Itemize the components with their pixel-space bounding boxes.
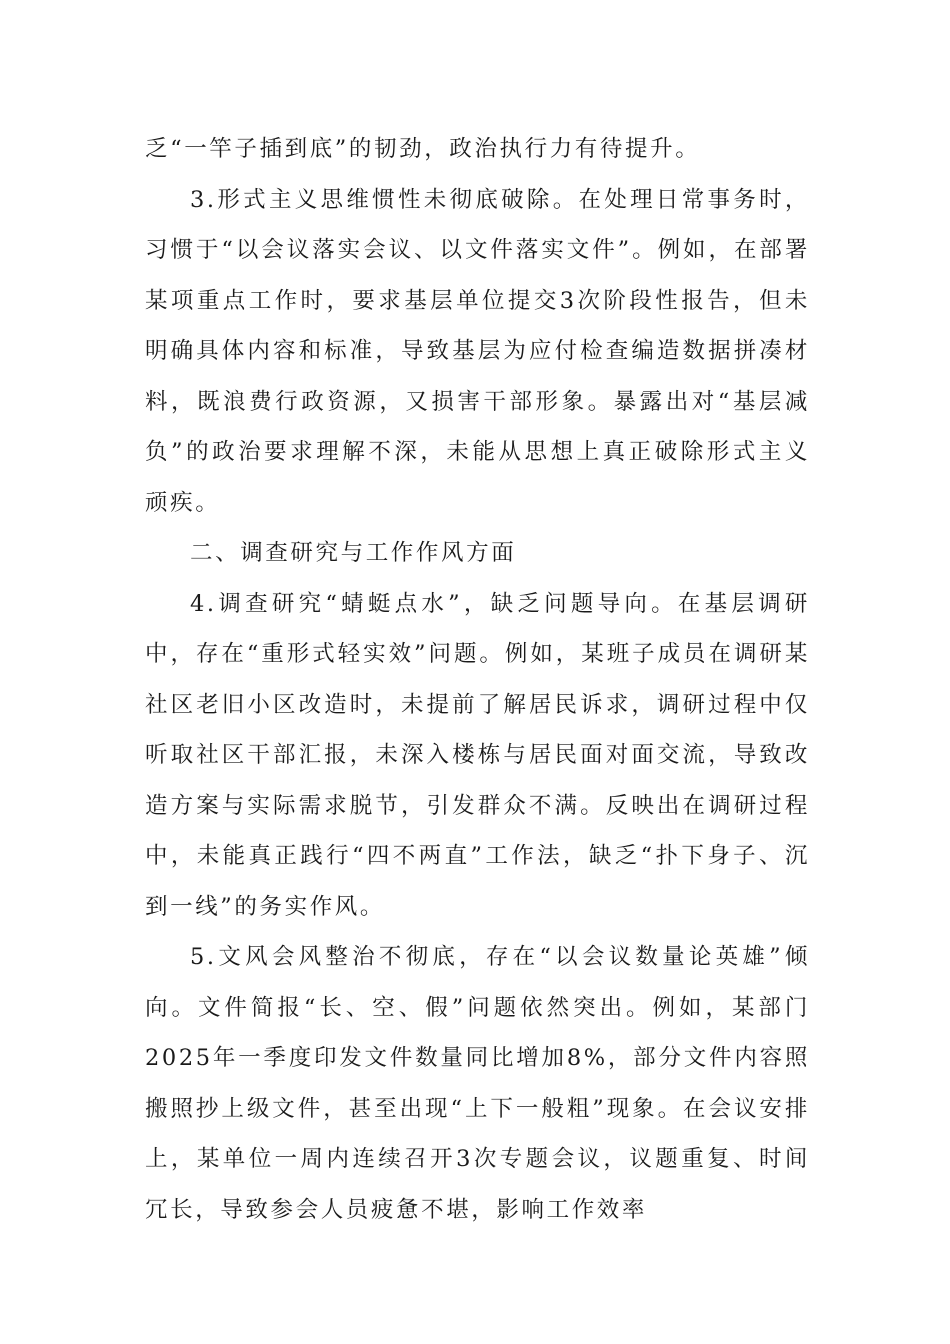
document-page	[145, 124, 810, 1235]
section-heading-2: 二、调查研究与工作作风方面	[190, 540, 517, 566]
paragraph-item-4: 4.调查研究“蜻蜓点水”，缺乏问题导向。在基层调研中，存在“重形式轻实效”问题。例如，某班子成员在调研某社区老旧小区改造时，未提前了解居民诉求，调研过程中仅听取社区干部汇报，未深入楼栋与居民面对面交流，导致改造方案与实际需求脱节，引发群众不满。反映出在调研过程中，未能真正践行“四不两直”工作法，缺乏“扑下身子、沉到一线”的务实作风。	[145, 590, 810, 920]
paragraph-item-3: 3.形式主义思维惯性未彻底破除。在处理日常事务时，习惯于“以会议落实会议、以文件落实文件”。例如，在部署某项重点工作时，要求基层单位提交3次阶段性报告，但未明确具体内容和标准，导致基层为应付检查编造数据拼凑材料，既浪费行政资源，又损害干部形象。暴露出对“基层减负”的政治要求理解不深，未能从思想上真正破除形式主义顽疾。	[145, 186, 810, 516]
paragraph-continuation: 乏“一竿子插到底”的韧劲，政治执行力有待提升。	[145, 136, 701, 162]
paragraph-item-5: 5.文风会风整治不彻底，存在“以会议数量论英雄”倾向。文件简报“长、空、假”问题依然突出。例如，某部门2025年一季度印发文件数量同比增加8%，部分文件内容照搬照抄上级文件，甚至出现“上下一般粗”现象。在会议安排上，某单位一周内连续召开3次专题会议，议题重复、时间冗长，导致参会人员疲惫不堪，影响工作效率	[145, 944, 810, 1223]
